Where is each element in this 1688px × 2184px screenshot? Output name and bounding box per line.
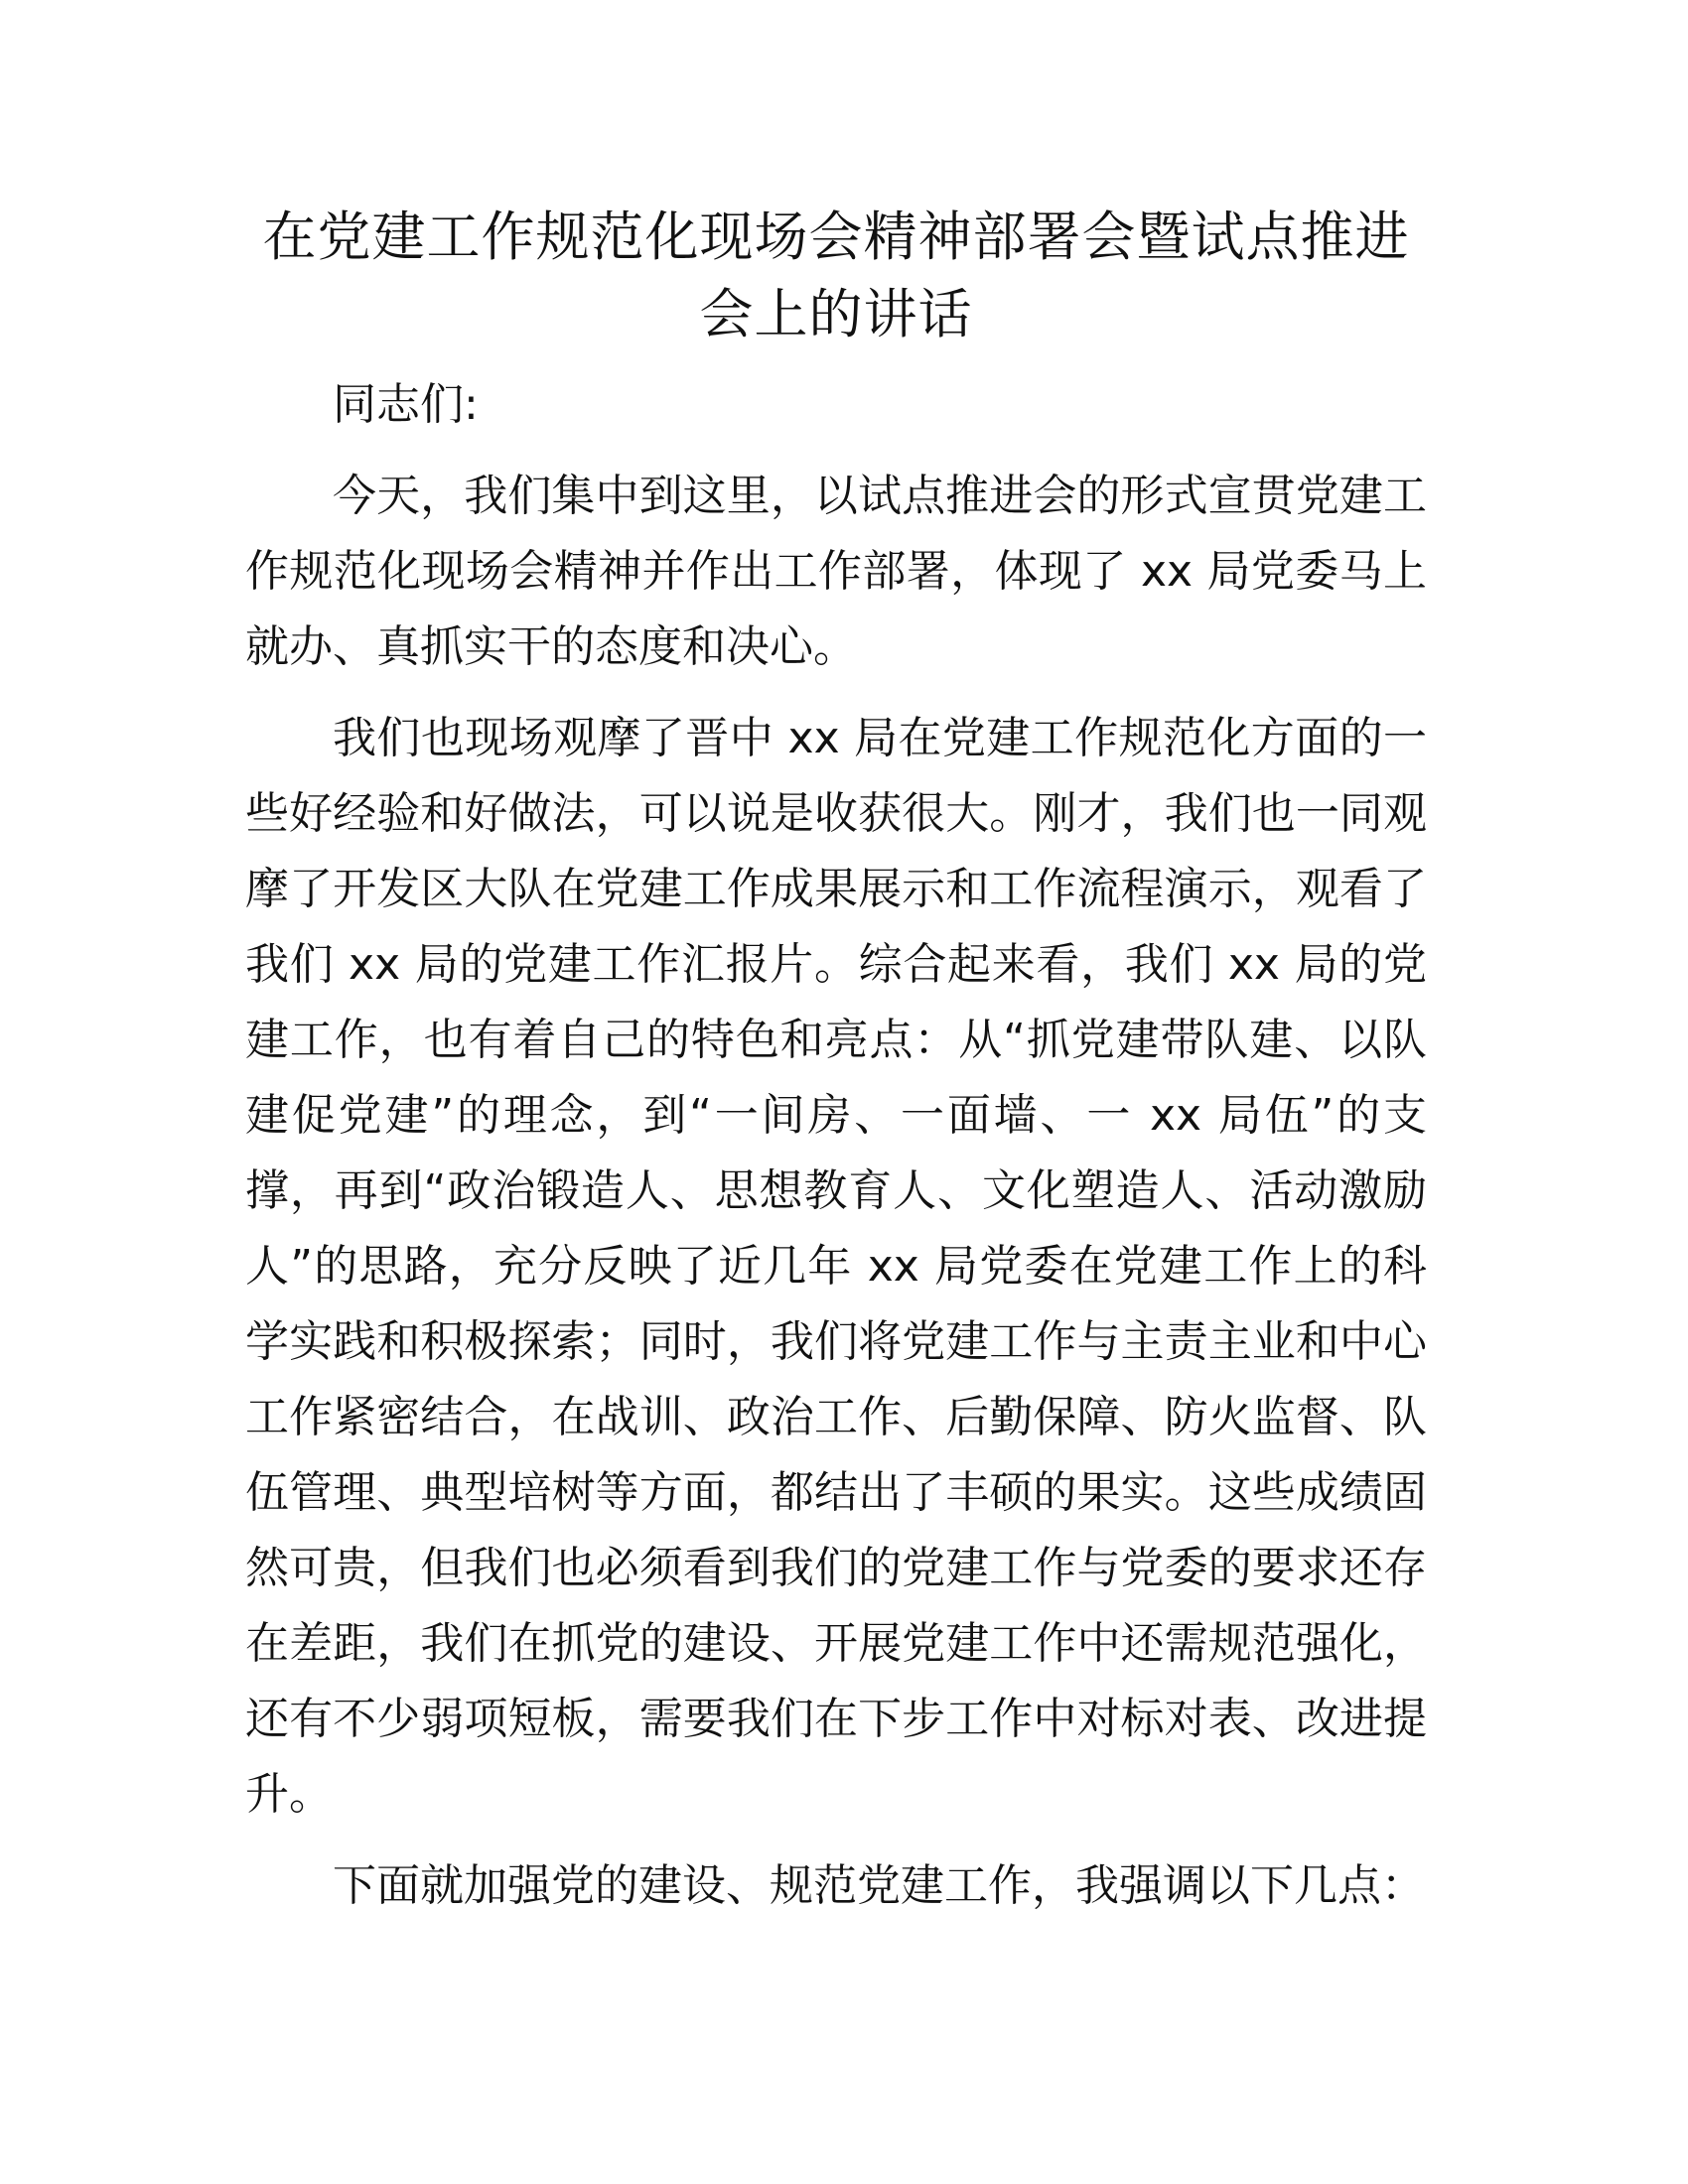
document-page <box>245 199 1427 1924</box>
paragraph-opening: 今天，我们集中到这里，以试点推进会的形式宣贯党建工作规范化现场会精神并作出工作部署，体现了 xx 局党委马上就办、真抓实干的态度和决心。 <box>245 471 1427 672</box>
salutation: 同志们: <box>333 379 479 430</box>
document-title: 在党建工作规范化现场会精神部署会暨试点推进会上的讲话 <box>262 205 1410 345</box>
paragraph-transition: 下面就加强党的建设、规范党建工作，我强调以下几点： <box>333 1860 1425 1911</box>
paragraph-achievements: 我们也现场观摩了晋中 xx 局在党建工作规范化方面的一些好经验和好做法，可以说是收获很大。刚才，我们也一同观摩了开发区大队在党建工作成果展示和工作流程演示，观看了我们 xx 局的党建工作汇报片。综合起来看，我们 xx 局的党建工作，也有着自己的特色和亮点：从“抓党建带队建、以队建促党建”的理念，到“一间房、一面墙、一 xx 局伍”的支撑，再到“政治锻造人、思想教育人、文化塑造人、活动激励人”的思路，充分反映了近几年 xx 局党委在党建工作上的科学实践和积极探索；同时，我们将党建工作与主责主业和中心工作紧密结合，在战训、政治工作、后勤保障、防火监督、队伍管理、典型培树等方面，都结出了丰硕的果实。这些成绩固然可贵，但我们也必须看到我们的党建工作与党委的要求还存在差距，我们在抓党的建设、开展党建工作中还需规范强化，还有不少弱项短板，需要我们在下步工作中对标对表、改进提升。 <box>245 713 1427 1820</box>
